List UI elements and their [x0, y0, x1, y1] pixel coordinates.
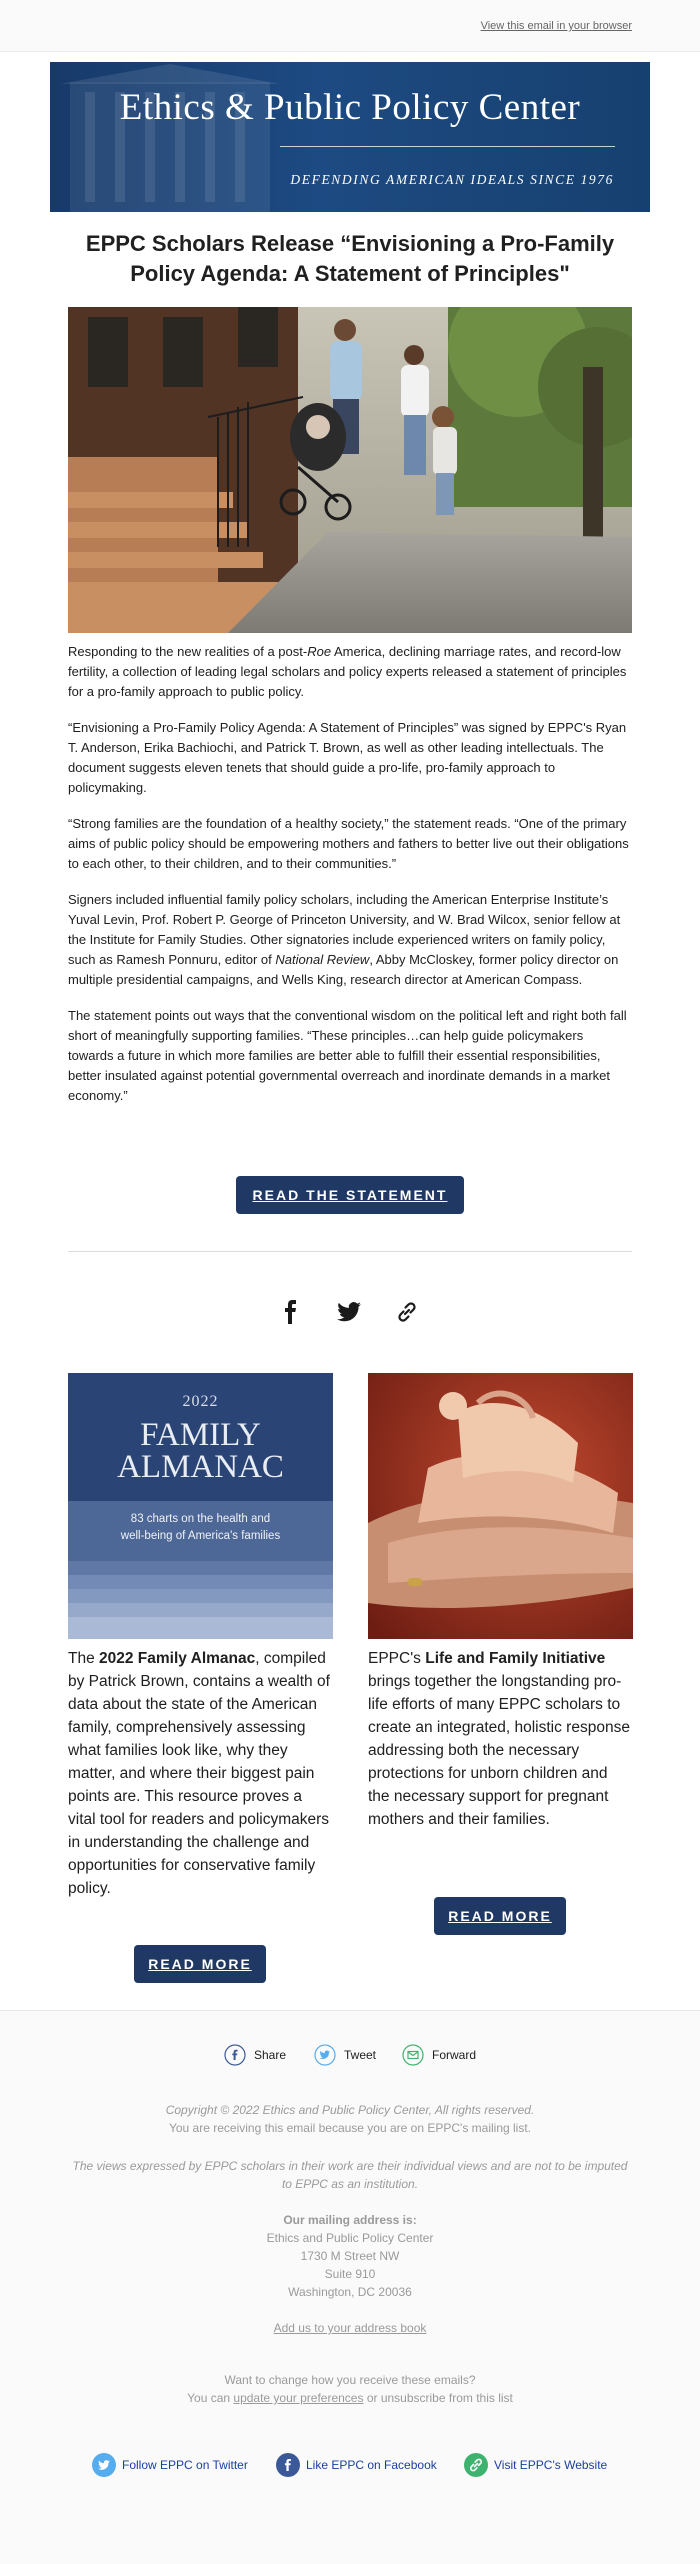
social-icons-row [0, 1299, 700, 1325]
follow-row [0, 2453, 700, 2477]
address-line-4: Washington, DC 20036 [288, 2285, 412, 2299]
header-banner[interactable] [50, 62, 650, 212]
banner-title: Ethics & Public Policy Center [119, 87, 581, 128]
website-badge-icon [464, 2453, 488, 2477]
twitter-badge-icon [92, 2453, 116, 2477]
facebook-icon[interactable] [278, 1299, 304, 1325]
tweet-label: Tweet [344, 2048, 377, 2062]
banner-rule [280, 146, 615, 147]
building-illustration [50, 62, 290, 212]
share-facebook-button[interactable] [224, 2043, 294, 2067]
add-address-row [60, 2319, 640, 2337]
almanac-cover-title-1: FAMILY [140, 1417, 261, 1453]
preheader [0, 0, 700, 52]
life-family-image[interactable] [368, 1373, 633, 1639]
address-line-3: Suite 910 [324, 2267, 376, 2281]
copyright-text: Copyright © 2022 Ethics and Public Policy Center, All rights reserved. [165, 2103, 535, 2117]
twitter-icon[interactable] [336, 1299, 362, 1325]
paragraph-2: “Envisioning a Pro-Family Policy Agenda: A Statement of Principles” was signed by EPPC's Ryan T. Anderson, Erika Bachiochi, and Patrick T. Brown, as well as other leading intellectuals. The document suggests eleven tenets that should guide a pro-life, pro-family approach to policymaking. [68, 720, 627, 795]
almanac-stripe-3 [68, 1589, 333, 1603]
almanac-stripe-2 [68, 1575, 333, 1589]
section-divider [68, 1251, 632, 1252]
hero-family-photo [68, 307, 632, 633]
banner-tagline: DEFENDING AMERICAN IDEALS SINCE 1976 [290, 172, 614, 187]
add-address-link[interactable]: Add us to your address book [273, 2321, 427, 2335]
facebook-outline-icon [224, 2044, 246, 2066]
twitter-outline-icon [314, 2044, 336, 2066]
paragraph-3: “Strong families are the foundation of a healthy society,” the statement reads. “One of the primary aims of public policy should be empowering mothers and fathers to better live out their obligations to each other, to their children, and to their communities.” [68, 816, 629, 871]
like-facebook-link[interactable] [276, 2453, 436, 2477]
like-facebook-label: Like EPPC on Facebook [306, 2458, 437, 2472]
link-icon[interactable] [394, 1299, 420, 1325]
view-in-browser-link[interactable]: View this email in your browser [480, 20, 632, 32]
forward-label: Forward [432, 2048, 477, 2062]
life-family-read-more-button[interactable]: READ MORE [434, 1897, 566, 1935]
visit-website-link[interactable] [464, 2453, 624, 2477]
change-prefs-question: Want to change how you receive these emails? [224, 2373, 476, 2387]
almanac-description: The 2022 Family Almanac, compiled by Patrick Brown, contains a wealth of data about the state of the American family, comprehensively assessing what families look like, why they matter, and where their biggest pain points are. This resource proves a vital tool for readers and policymakers in understanding the challenge and opportunities for conservative family policy. [68, 1650, 330, 1897]
life-family-description: EPPC's Life and Family Initiative brings together the longstanding pro-life efforts of many EPPC scholars to create an integrated, holistic response addressing both the necessary protections for unborn children and the necessary support for pregnant mothers and their families. [368, 1650, 630, 1828]
address-line-1: Ethics and Public Policy Center [266, 2231, 434, 2245]
footer [0, 2010, 700, 2564]
disclaimer-line-1: The views expressed by EPPC scholars in their work are their individual views and are not to be imputed [72, 2159, 628, 2173]
follow-twitter-label: Follow EPPC on Twitter [122, 2458, 248, 2472]
article-body [68, 642, 632, 1106]
disclaimer-line-2: to EPPC as an institution. [281, 2177, 419, 2191]
almanac-cover-title-2: ALMANAC [117, 1449, 284, 1485]
almanac-stripe-4 [68, 1603, 333, 1617]
almanac-cover-sub-2: well-being of America's families [120, 1530, 281, 1542]
article-headline: EPPC Scholars Release “Envisioning a Pro-Family Policy Agenda: A Statement of Principles" [85, 231, 615, 286]
update-preferences-link[interactable]: update your preferences [233, 2391, 364, 2405]
tweet-button[interactable] [314, 2043, 384, 2067]
address-line-2: 1730 M Street NW [300, 2249, 400, 2263]
almanac-cover-year: 2022 [182, 1393, 219, 1410]
paragraph-1: Responding to the new realities of a post-Roe America, declining marriage rates, and record-low fertility, a collection of leading legal scholars and policy experts released a statement of principles for a pro-family approach to public policy. [68, 644, 627, 699]
share-label: Share [254, 2048, 287, 2062]
almanac-read-more-button[interactable]: READ MORE [134, 1945, 266, 1983]
facebook-badge-icon [276, 2453, 300, 2477]
almanac-cover-sub-1: 83 charts on the health and [130, 1513, 271, 1525]
hands-photo [368, 1373, 633, 1639]
almanac-stripe-5 [68, 1617, 333, 1639]
preferences-row: You can update your preferences or unsubscribe from this list [187, 2391, 513, 2405]
email-outline-icon [402, 2044, 424, 2066]
family-almanac-cover[interactable] [68, 1373, 333, 1639]
almanac-stripe-1 [68, 1561, 333, 1575]
share-row [0, 2043, 700, 2067]
forward-button[interactable] [402, 2043, 482, 2067]
follow-twitter-link[interactable] [92, 2453, 252, 2477]
receiving-text: You are receiving this email because you are on EPPC's mailing list. [168, 2121, 532, 2135]
hero-image[interactable] [68, 307, 632, 633]
mailing-address-label: Our mailing address is: [283, 2213, 417, 2227]
read-the-statement-button[interactable]: READ THE STATEMENT [236, 1176, 464, 1214]
visit-website-label: Visit EPPC's Website [494, 2458, 608, 2472]
paragraph-4: Signers included influential family policy scholars, including the American Enterprise Institute’s Yuval Levin, Prof. Robert P. George of Princeton University, and W. Brad Wilcox, senior fellow at the Institute for Family Studies. Other signatories include experienced writers on family policy, such as Ramesh Ponnuru, editor of National Review, Abby McCloskey, former policy director on multiple presidential campaigns, and Wells King, research director at American Compass. [68, 892, 621, 987]
paragraph-5: The statement points out ways that the conventional wisdom on the political left and right both fall short of meaningfully supporting families. “These principles…can help guide policymakers towards a future in which more families are better able to fulfill their essential responsibilities, better insulated against potential governmental overreach and inordinate demands in a market economy.” [68, 1008, 627, 1103]
